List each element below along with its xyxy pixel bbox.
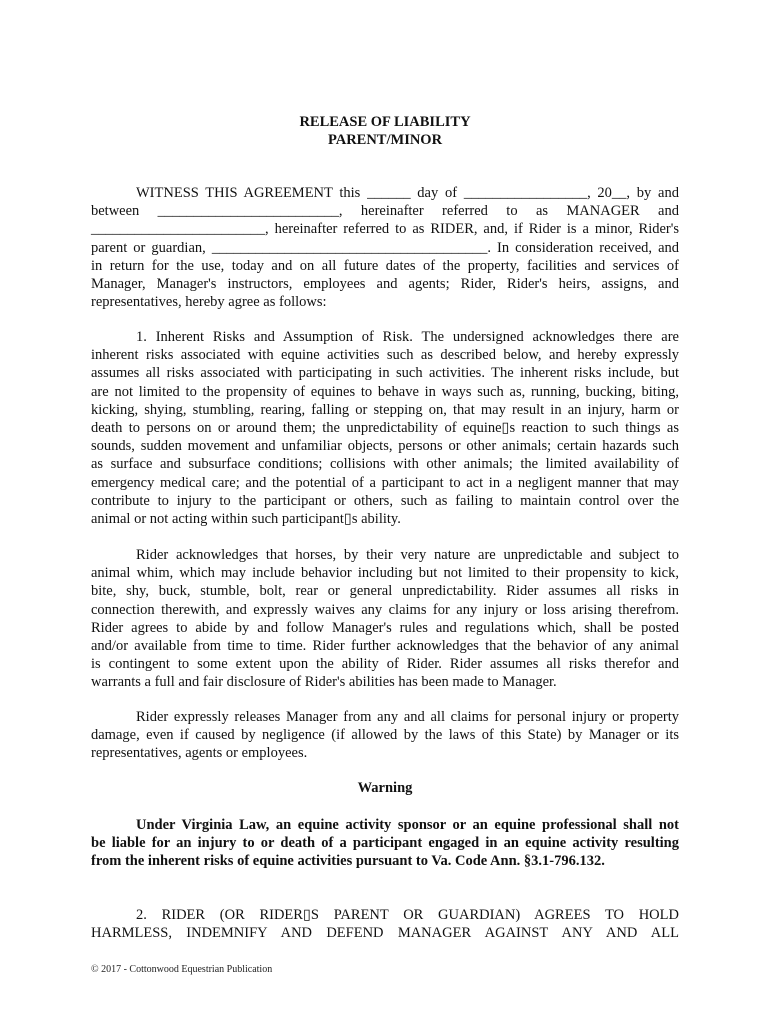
paragraph-line: representatives, agents or employees. — [91, 745, 308, 762]
paragraph-line: and/or available from time to time. Rider further acknowledges that the behavior of any animal — [91, 638, 679, 655]
intro-line: between _________________________, hereinafter referred to as MANAGER and — [91, 203, 679, 220]
section-2-line: 2. RIDER (OR RIDER▯S PARENT OR GUARDIAN) AGREES TO HOLD — [136, 907, 679, 923]
warning-line: from the inherent risks of equine activities pursuant to Va. Code Ann. §3.1-796.132. — [91, 853, 605, 870]
warning-line: be liable for an injury to or death of a participant engaged in an equine activity resulting — [91, 835, 679, 852]
paragraph-line: warrants a full and fair disclosure of Rider's abilities has been made to Manager. — [91, 674, 557, 691]
intro-line: Manager, Manager's instructors, employees and agents; Rider, Rider's heirs, assigns, and — [91, 276, 679, 293]
section-1-line: death to persons on or around them; the unpredictability of equine▯s reaction to such things as — [91, 420, 679, 437]
section-1-line: kicking, shying, stumbling, rearing, falling or stepping on, that may result in an injury, harm or — [91, 401, 679, 418]
section-1-line: emergency medical care; and the potential of a participant to act in a negligent manner that may — [91, 474, 679, 491]
section-1-line: contribute to injury to the participant or others, such as failing to maintain control over the — [91, 492, 679, 509]
warning-line: Under Virginia Law, an equine activity sponsor or an equine professional shall not — [136, 817, 679, 833]
document-title: RELEASE OF LIABILITY — [299, 114, 471, 130]
intro-line: WITNESS THIS AGREEMENT this ______ day of _________________, 20__, by and — [136, 185, 679, 201]
paragraph-line: bite, shy, buck, stumble, bolt, rear or general unpredictability. Rider assumes all risks in — [91, 583, 679, 600]
section-1-line: animal or not acting within such participant▯s ability. — [91, 511, 401, 528]
copyright-footer: © 2017 - Cottonwood Equestrian Publication — [91, 964, 273, 975]
warning-paragraph — [91, 816, 679, 871]
intro-line: in return for the use, today and on all future dates of the property, facilities and services of — [91, 257, 679, 274]
rider-acknowledgement-paragraph — [91, 546, 679, 692]
intro-line: representatives, hereby agree as follows: — [91, 294, 327, 311]
section-1-line: are not limited to the propensity of equines to behave in ways such as, running, bucking, biting, — [91, 383, 679, 400]
paragraph-line: Rider agrees to abide by and follow Manager's rules and regulations which, shall be posted — [91, 619, 679, 636]
intro-line: ________________________, hereinafter referred to as RIDER, and, if Rider is a minor, Rider's — [91, 221, 679, 238]
paragraph-line: animal whim, which may include behavior including but not limited to their propensity to kick, — [91, 565, 679, 582]
section-2-line: HARMLESS, INDEMNIFY AND DEFEND MANAGER AGAINST ANY AND ALL — [91, 925, 679, 942]
paragraph-line: connection therewith, and expressly waives any claims for any injury or loss arising therefrom. — [91, 601, 679, 618]
warning-heading: Warning — [357, 780, 413, 796]
paragraph-line: Rider expressly releases Manager from any and all claims for personal injury or property — [136, 709, 679, 725]
section-1-line: 1. Inherent Risks and Assumption of Risk. The undersigned acknowledges there are — [136, 329, 679, 345]
paragraph-line: damage, even if caused by negligence (if allowed by the laws of this State) by Manager or its — [91, 727, 679, 744]
section-1-paragraph — [91, 328, 679, 528]
paragraph-line: is contingent to some extent upon the ability of Rider. Rider assumes all risks therefor and — [91, 656, 679, 673]
intro-paragraph — [91, 184, 679, 311]
section-1-line: sounds, sudden movement and unfamiliar objects, persons or other animals; certain hazards such — [91, 438, 679, 455]
section-1-line: as surface and subsurface conditions; collisions with other animals; the limited availability of — [91, 456, 679, 473]
document-subtitle: PARENT/MINOR — [327, 132, 443, 148]
section-1-line: assumes all risks associated with participating in such activities. The inherent risks include, but — [91, 365, 679, 382]
paragraph-line: Rider acknowledges that horses, by their very nature are unpredictable and subject to — [136, 547, 679, 563]
intro-line: parent or guardian, ______________________________________. In consideration received, and — [91, 239, 679, 256]
section-1-line: inherent risks associated with equine activities such as described below, and hereby expressly — [91, 347, 679, 364]
release-paragraph — [91, 708, 679, 763]
section-2-paragraph — [91, 906, 679, 942]
